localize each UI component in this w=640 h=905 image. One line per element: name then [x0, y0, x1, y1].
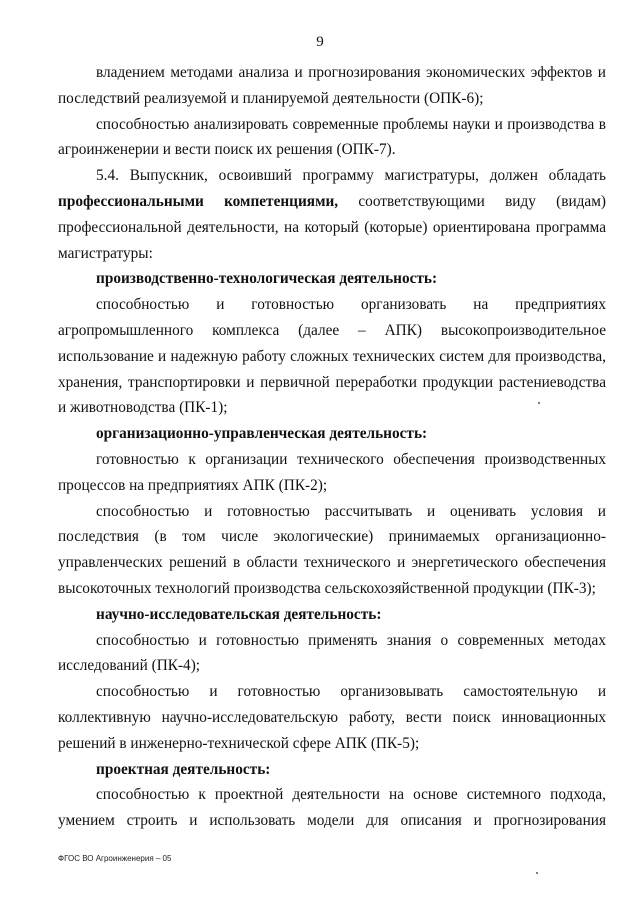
document-body [58, 60, 606, 834]
page-footer: ФГОС ВО Агроинженерия – 05 [58, 854, 172, 863]
paragraph-5-4-bold-term: профессиональными компетенциями, [58, 192, 339, 210]
heading-organizational-managerial: организационно-управленческая деятельность: [96, 425, 428, 443]
paragraph-5-4-prefix: 5.4. Выпускник, освоивший программу магистратуры, должен обладать [96, 167, 606, 185]
page-number: 9 [316, 34, 324, 50]
heading-research: научно-исследовательская деятельность: [96, 605, 382, 623]
paragraph-opk7: способностью анализировать современные проблемы науки и производства в агроинженерии и вести поиск их решения (ОПК-7). [58, 115, 606, 159]
paragraph-opk6: владением методами анализа и прогнозирования экономических эффектов и последствий реализуемой и планируемой деятельности (ОПК-6); [58, 64, 606, 107]
paragraph-pk3: способностью и готовностью рассчитывать и оценивать условия и последствия (в том числе экологические) принимаемых организационно-управленческих решений в области технического и энергетического обеспечения высокоточных технологий производства сельскохозяйственной продукции (ПК-3); [58, 502, 606, 597]
paragraph-pk2: готовностью к организации технического обеспечения производственных процессов на предприятиях АПК (ПК-2); [58, 450, 606, 494]
heading-production-technological: производственно-технологическая деятельность: [96, 270, 438, 288]
heading-project: проектная деятельность: [96, 760, 271, 778]
scan-speck [536, 872, 538, 874]
paragraph-5-4 [58, 163, 606, 266]
paragraph-pk5: способностью и готовностью организовывать самостоятельную и коллективную научно-исследовательскую работу, вести поиск инновационных решений в инженерно-технической сфере АПК (ПК-5); [58, 683, 606, 752]
paragraph-pk1: способностью и готовностью организовать на предприятиях агропромышленного комплекса (далее – АПК) высокопроизводительное использование и надежную работу сложных технических систем для производства, хранения, транспортировки и первичной переработки продукции растениеводства и животноводства (ПК-1); [58, 296, 606, 417]
scan-speck [538, 402, 540, 404]
paragraph-project-activity: способностью к проектной деятельности на основе системного подхода, умением строить и использовать модели для описания и прогнозирования [58, 786, 606, 830]
paragraph-5-4-suffix: соответствующими виду (видам) профессиональной деятельности, на который (которые) ориентирована программа магистратуры: [58, 192, 606, 262]
paragraph-pk4: способностью и готовностью применять знания о современных методах исследований (ПК-4); [58, 631, 606, 675]
